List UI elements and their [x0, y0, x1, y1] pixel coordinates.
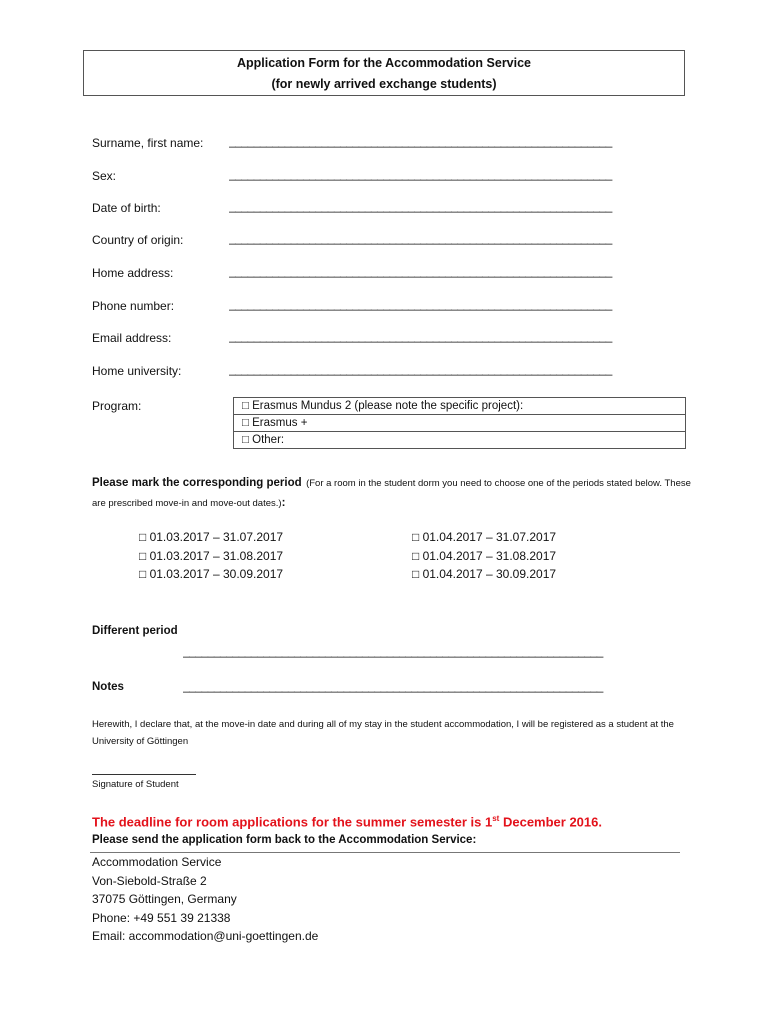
country-field[interactable]: ______________________________________________________________: [229, 231, 612, 245]
sex-label: Sex:: [92, 169, 117, 183]
home-university-field[interactable]: ______________________________________________________________: [229, 362, 612, 376]
period-options-right: [412, 528, 556, 584]
form-title-box: [83, 50, 685, 96]
address-block: [92, 853, 318, 946]
program-options-table: [233, 397, 686, 449]
deadline-notice: [92, 814, 602, 829]
send-instruction: Please send the application form back to the Accommodation Service:: [92, 834, 477, 846]
dob-field[interactable]: ______________________________________________________________: [229, 199, 612, 213]
country-label: Country of origin:: [92, 233, 184, 247]
deadline-text: The deadline for room applications for the summer semester is 1: [92, 814, 493, 830]
home-university-label: Home university:: [92, 364, 182, 378]
notes-label: Notes: [92, 681, 124, 693]
period-note: (For a room in the student dorm you need to choose one of the periods stated below. These are prescribed move-in and move-out dates.): [92, 478, 691, 509]
email-label: Email address:: [92, 331, 172, 345]
address-line-street: Von-Siebold-Straße 2: [92, 873, 207, 888]
period-colon: :: [281, 497, 286, 509]
email-field[interactable]: ______________________________________________________________: [229, 329, 612, 343]
different-period-field[interactable]: ____________________________________________________________________: [183, 644, 603, 658]
home-address-label: Home address:: [92, 266, 174, 280]
address-line-phone: Phone: +49 551 39 21338: [92, 910, 231, 925]
declaration-text: Herewith, I declare that, at the move-in date and during all of my stay in the student accommodation, I will be registered as a student at the University of Göttingen: [92, 719, 674, 747]
period-option-0301-3009[interactable]: □ 01.03.2017 – 30.09.2017: [139, 567, 284, 581]
signature-line[interactable]: [92, 774, 196, 775]
different-period-label: Different period: [92, 625, 178, 637]
phone-label: Phone number:: [92, 299, 175, 313]
address-line-email[interactable]: Email: accommodation@uni-goettingen.de: [92, 929, 319, 943]
deadline-date: December 2016.: [499, 814, 602, 830]
program-label: Program:: [92, 399, 142, 413]
period-option-0401-3107[interactable]: □ 01.04.2017 – 31.07.2017: [412, 530, 557, 544]
address-line-office: Accommodation Service: [92, 855, 222, 869]
sex-field[interactable]: ______________________________________________________________: [229, 167, 612, 181]
deadline-ordinal: st: [492, 814, 500, 823]
program-option-erasmus-plus[interactable]: □ Erasmus +: [234, 415, 686, 432]
dob-label: Date of birth:: [92, 201, 161, 215]
phone-field[interactable]: ______________________________________________________________: [229, 297, 612, 311]
form-title: Application Form for the Accommodation Service: [236, 56, 532, 70]
surname-field[interactable]: ______________________________________________________________: [229, 134, 612, 148]
period-option-0401-3009[interactable]: □ 01.04.2017 – 30.09.2017: [412, 567, 557, 581]
notes-field[interactable]: ____________________________________________________________________: [183, 679, 603, 693]
period-option-0401-3108[interactable]: □ 01.04.2017 – 31.08.2017: [412, 548, 557, 563]
home-address-field[interactable]: ______________________________________________________________: [229, 264, 612, 278]
period-option-0301-3107[interactable]: □ 01.03.2017 – 31.07.2017: [139, 530, 284, 544]
signature-label: Signature of Student: [92, 779, 179, 790]
surname-label: Surname, first name:: [92, 136, 204, 150]
program-option-erasmus-mundus[interactable]: □ Erasmus Mundus 2 (please note the specific project):: [234, 398, 686, 415]
period-options-left: [139, 528, 283, 584]
period-heading-text: Please mark the corresponding period: [92, 477, 302, 489]
form-subtitle: (for newly arrived exchange students): [271, 77, 497, 91]
program-option-other[interactable]: □ Other:: [234, 432, 686, 449]
period-heading: [92, 473, 692, 513]
address-line-city: 37075 Göttingen, Germany: [92, 892, 237, 906]
period-option-0301-3108[interactable]: □ 01.03.2017 – 31.08.2017: [139, 548, 284, 563]
